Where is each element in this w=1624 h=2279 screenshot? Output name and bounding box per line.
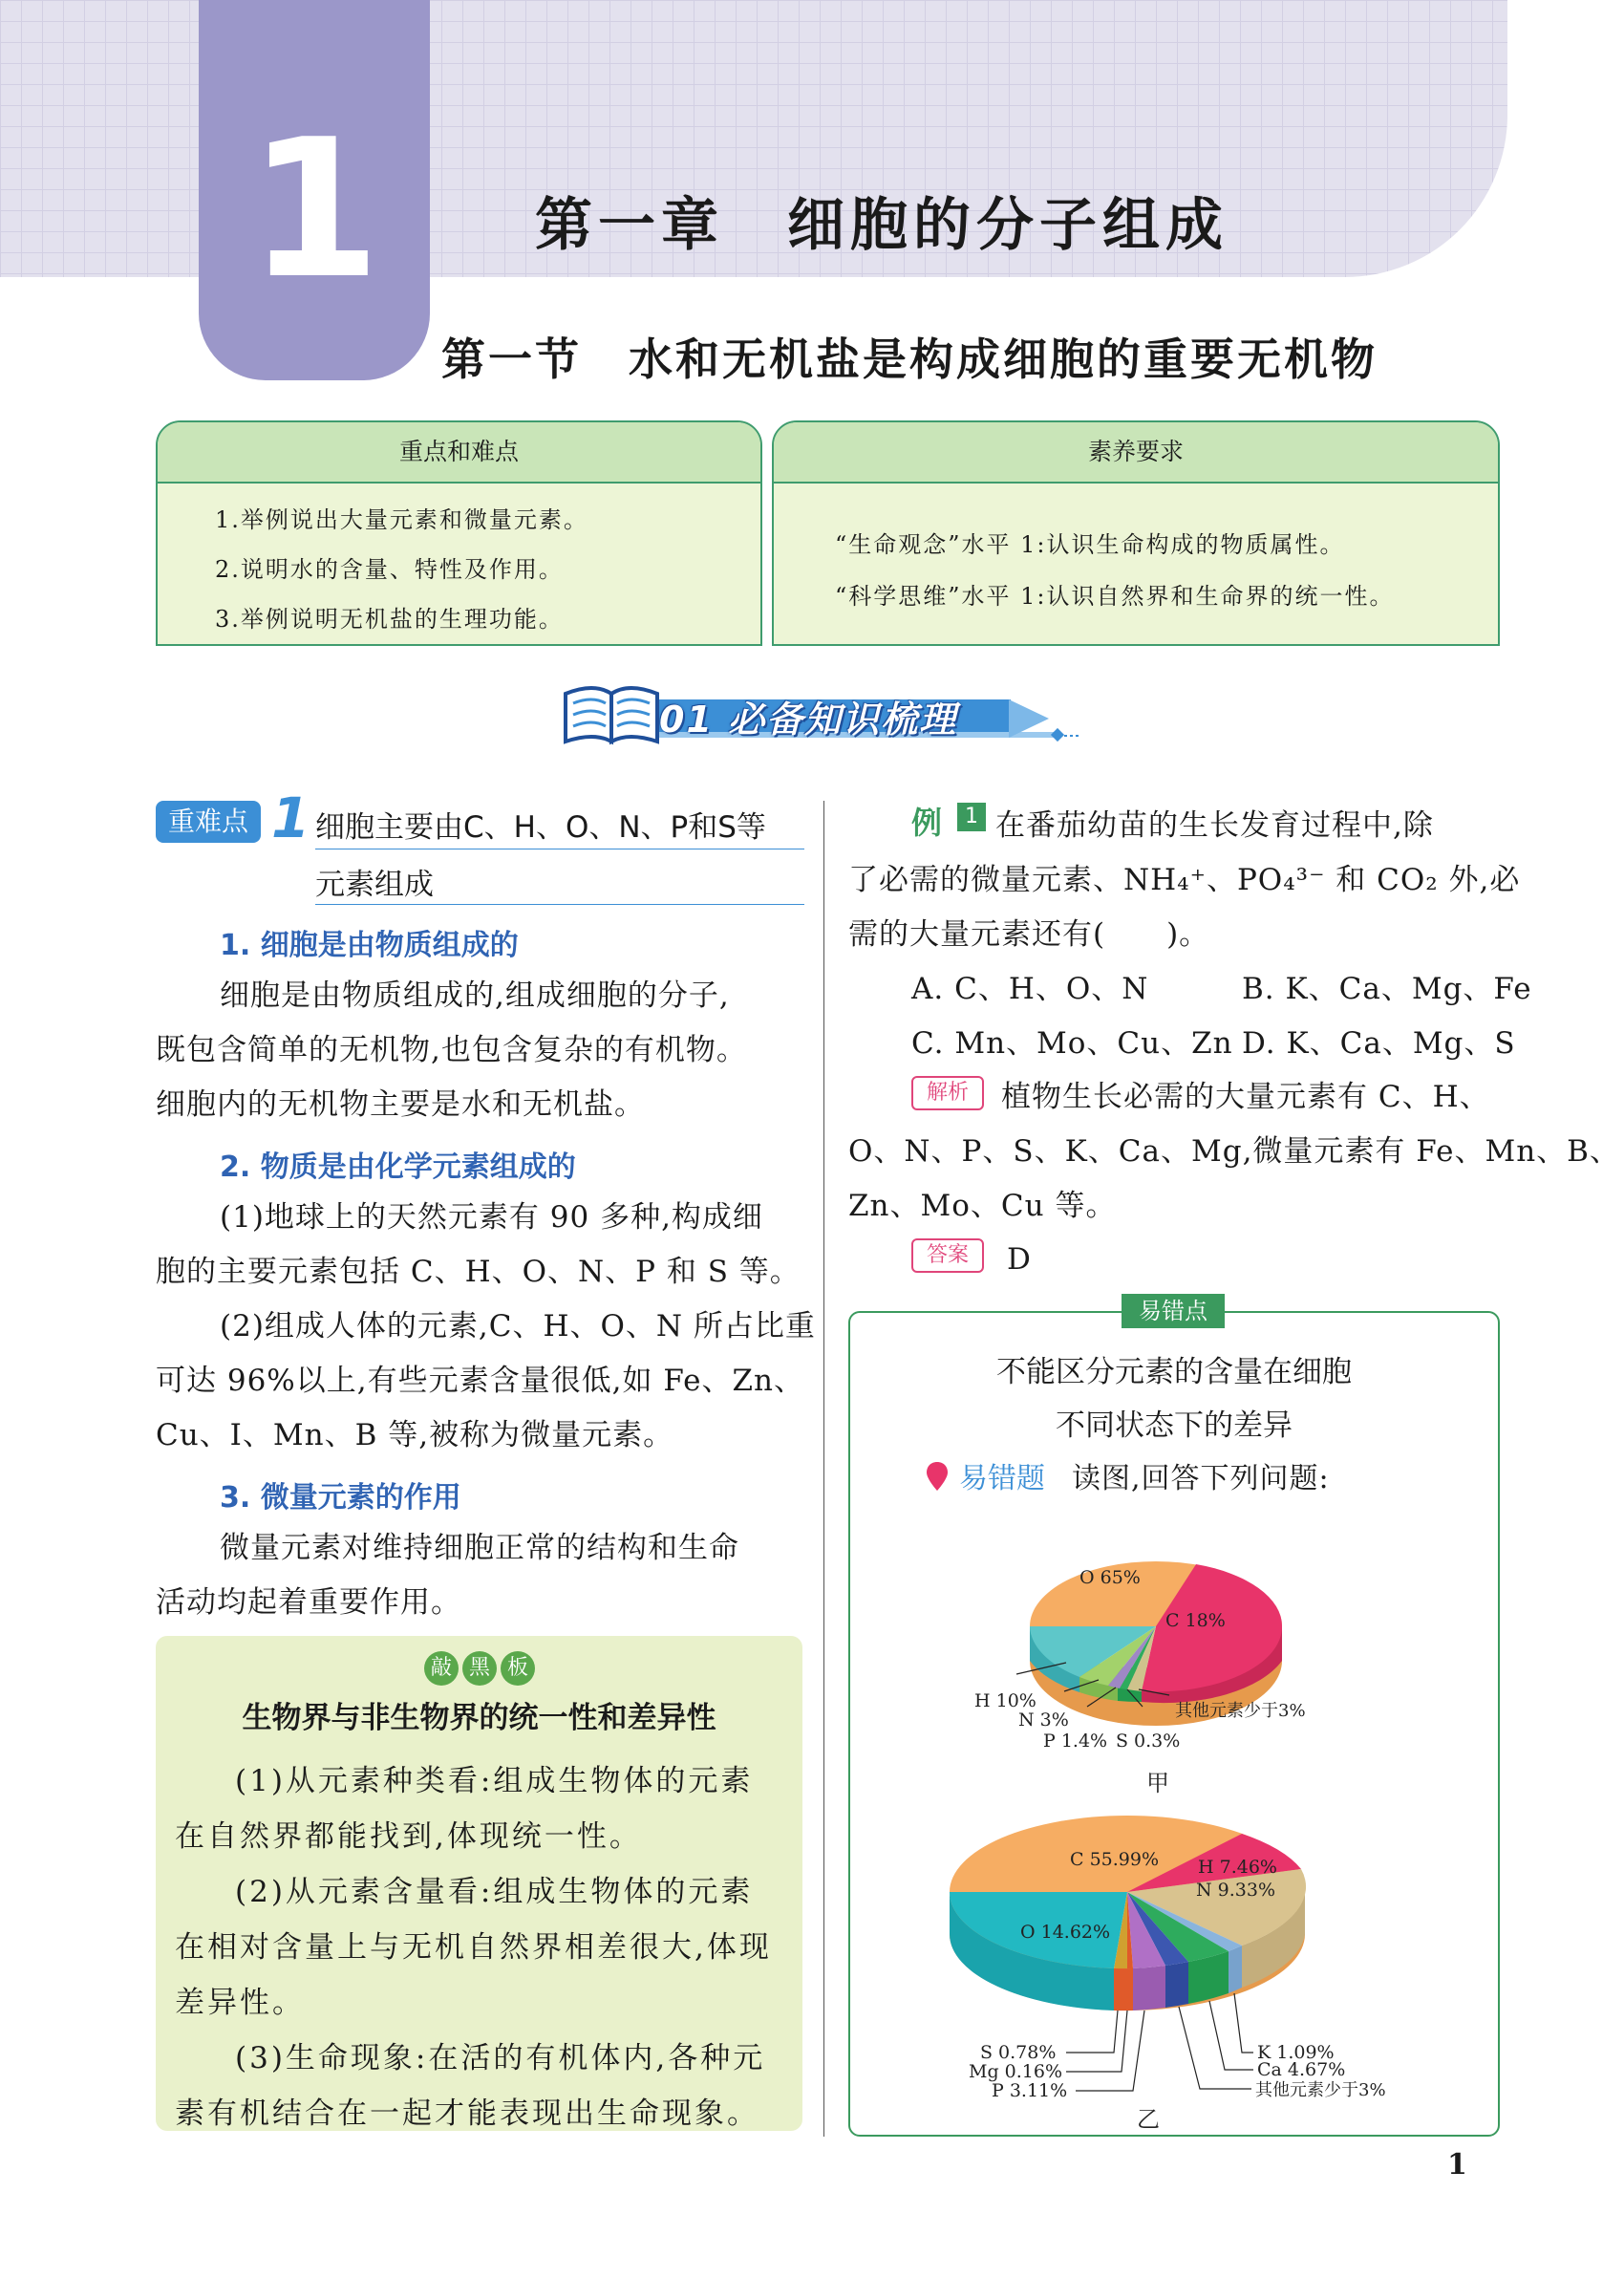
leader-line (1234, 1993, 1253, 2053)
note-line: 在自然界都能找到,体现统一性。 (175, 1819, 642, 1854)
error-title-line2: 不同状态下的差异 (1056, 1408, 1293, 1443)
leader-line (1066, 2010, 1127, 2072)
analysis-tag: 解析 (911, 1076, 984, 1110)
pie-yi-label-P: P 3.11% (992, 2080, 1068, 2101)
example-stem: 了必需的微量元素、NH₄⁺、PO₄³⁻ 和 CO₂ 外,必 (848, 863, 1521, 897)
body-line: 胞的主要元素包括 C、H、O、N、P 和 S 等。 (156, 1255, 801, 1289)
pie-yi-label-K: K 1.09% (1257, 2042, 1335, 2063)
note-line: (2)从元素含量看:组成生物体的元素 (235, 1875, 754, 1909)
pie-jia-label-P: P 1.4% (1043, 1731, 1108, 1752)
key-point-number: 1 (271, 785, 310, 850)
pie-jia-label-other: 其他元素少于3% (1175, 1701, 1306, 1721)
option-a: A. C、H、O、N (911, 972, 1149, 1006)
body-line: 微量元素对维持细胞正常的结构和生命 (220, 1531, 739, 1565)
goals-right-title: 素养要求 (774, 422, 1498, 484)
note-badge-char: 黑 (462, 1651, 497, 1686)
chapter-number: 1 (247, 98, 381, 321)
goals-literacy-box (772, 420, 1500, 646)
pie-yi-side-slice (1114, 1968, 1133, 2010)
pie-yi-label-other: 其他元素少于3% (1255, 2080, 1386, 2100)
body-line: (1)地球上的天然元素有 90 多种,构成细 (220, 1200, 763, 1235)
example-stem: 需的大量元素还有( )。 (848, 917, 1210, 952)
section-title: 第一节 水和无机盐是构成细胞的重要无机物 (441, 333, 1378, 385)
goal-item: 2.说明水的含量、特性及作用。 (215, 556, 564, 583)
error-question-label: 易错题 (959, 1462, 1045, 1495)
pie-chart-yi (946, 1816, 1404, 2131)
key-point-badge: 重难点 (156, 801, 261, 843)
pie-yi-caption: 乙 (1137, 2106, 1160, 2131)
pie-jia-label-N: N 3% (1018, 1709, 1069, 1731)
pie-yi-side-slice (1229, 1946, 1242, 1993)
pie-jia-label-O: O 65% (1079, 1567, 1141, 1588)
pie-yi-label-N: N 9.33% (1196, 1880, 1276, 1901)
book-icon (566, 688, 657, 742)
error-question-text: 读图,回答下列问题: (1072, 1462, 1330, 1495)
goal-item: “科学思维”水平 1:认识自然界和生命界的统一性。 (835, 583, 1395, 610)
goal-item: “生命观念”水平 1:认识生命构成的物质属性。 (835, 531, 1345, 558)
pie-jia-label-C: C 18% (1165, 1610, 1226, 1631)
pie-yi-side-slice (1133, 1966, 1165, 2010)
goals-key-points-box (156, 420, 762, 646)
pin-icon (925, 1460, 950, 1493)
note-badge-char: 敲 (424, 1651, 459, 1686)
body-line: 既包含简单的无机物,也包含复杂的有机物。 (156, 1033, 747, 1067)
pie-yi-label-C: C 55.99% (1070, 1849, 1160, 1870)
key-point-title-line1: 细胞主要由C、H、O、N、P和S等 (315, 810, 766, 845)
example-stem: 在番茄幼苗的生长发育过程中,除 (995, 808, 1434, 843)
subhead: 1. 细胞是由物质组成的 (220, 929, 519, 962)
page-number: 1 (1447, 2148, 1467, 2182)
answer-value: D (1007, 1242, 1032, 1277)
error-title-line1: 不能区分元素的含量在细胞 (996, 1355, 1352, 1389)
chapter-title: 第一章 细胞的分子组成 (535, 192, 1229, 259)
note-line: 在相对含量上与无机自然界相差很大,体现 (175, 1930, 772, 1965)
pie-yi-label-Ca: Ca 4.67% (1257, 2059, 1346, 2080)
note-line: 素有机结合在一起才能表现出生命现象。 (175, 2096, 759, 2131)
pie-yi-label-O: O 14.62% (1020, 1922, 1111, 1943)
key-point-rule (315, 904, 804, 905)
body-line: Cu、I、Mn、B 等,被称为微量元素。 (156, 1418, 674, 1452)
leader-line (1179, 2007, 1251, 2089)
body-line: (2)组成人体的元素,C、H、O、N 所占比重 (220, 1309, 816, 1344)
option-b: B. K、Ca、Mg、Fe (1242, 972, 1532, 1006)
note-line: (3)生命现象:在活的有机体内,各种元 (235, 2041, 766, 2075)
example-number: 1 (957, 803, 986, 831)
goals-left-title: 重点和难点 (158, 422, 760, 484)
column-divider (823, 801, 824, 2137)
analysis-text: O、N、P、S、K、Ca、Mg,微量元素有 Fe、Mn、B、 (848, 1134, 1620, 1169)
leader-line (1076, 2010, 1144, 2091)
leader-line (1209, 2001, 1253, 2070)
note-badge-char: 板 (501, 1651, 535, 1686)
pie-yi-label-H: H 7.46% (1198, 1857, 1277, 1878)
pie-jia-caption: 甲 (1146, 1770, 1169, 1796)
note-line: 差异性。 (175, 1986, 305, 2020)
pie-yi-side-slice (1165, 1962, 1188, 2008)
answer-tag: 答案 (911, 1238, 984, 1273)
body-line: 细胞是由物质组成的,组成细胞的分子, (220, 978, 730, 1013)
analysis-text: 植物生长必需的大量元素有 C、H、 (1001, 1080, 1490, 1114)
pie-jia-label-H: H 10% (974, 1690, 1036, 1711)
analysis-text: Zn、Mo、Cu 等。 (848, 1189, 1117, 1223)
example-label: 例 (911, 805, 943, 841)
banner-label: 01 必备知识梳理 (659, 699, 958, 741)
goal-item: 1.举例说出大量元素和微量元素。 (215, 506, 588, 533)
pie-yi-label-Mg: Mg 0.16% (969, 2061, 1063, 2082)
body-line: 可达 96%以上,有些元素含量很低,如 Fe、Zn、 (156, 1364, 804, 1398)
goal-item: 3.举例说明无机盐的生理功能。 (215, 606, 564, 633)
pie-yi-label-S: S 0.78% (980, 2042, 1057, 2063)
body-line: 活动均起着重要作用。 (156, 1585, 461, 1620)
leader-line (1066, 2010, 1118, 2053)
pie-chart-jia (974, 1529, 1337, 1806)
note-title: 生物界与非生物界的统一性和差异性 (242, 1701, 716, 1735)
pie-jia-label-S: S 0.3% (1116, 1731, 1181, 1752)
error-prone-tag: 易错点 (1122, 1294, 1225, 1328)
option-d: D. K、Ca、Mg、S (1242, 1026, 1516, 1061)
key-point-title-line2: 元素组成 (315, 868, 434, 902)
body-line: 细胞内的无机物主要是水和无机盐。 (156, 1087, 645, 1122)
option-c: C. Mn、Mo、Cu、Zn (911, 1026, 1233, 1061)
subhead: 3. 微量元素的作用 (220, 1481, 461, 1515)
subhead: 2. 物质是由化学元素组成的 (220, 1150, 576, 1184)
note-line: (1)从元素种类看:组成生物体的元素 (235, 1764, 754, 1798)
